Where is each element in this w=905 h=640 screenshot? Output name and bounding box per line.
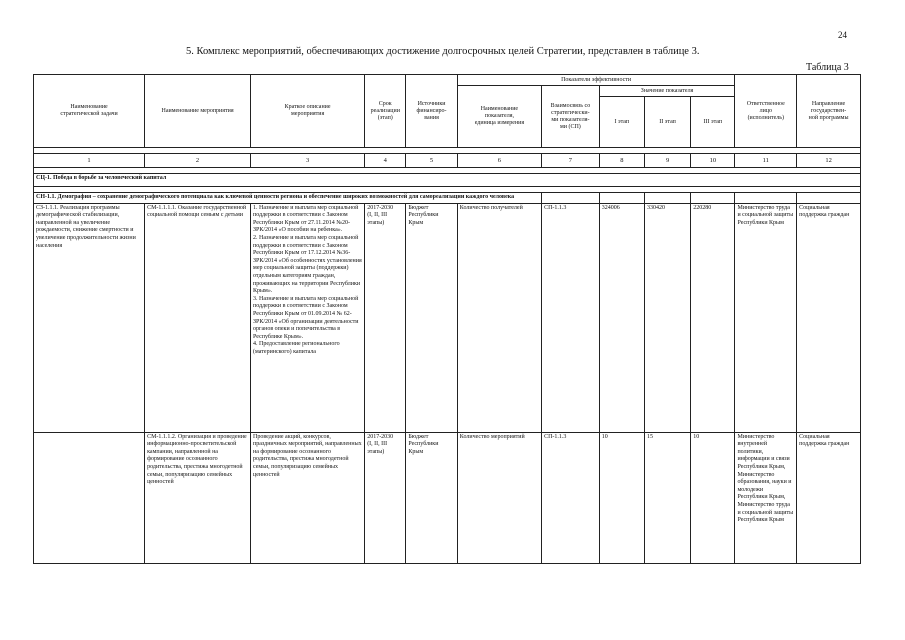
header-strategic-task: Наименование стратегической задачи [34, 75, 145, 148]
stage-1-value: 324006 [599, 203, 644, 432]
measure-cell: СМ-1.1.1.1. Оказание государственной социальной помощи семьям с детьми [145, 203, 251, 432]
header-values-group: Значение показателя [599, 86, 735, 97]
header-stage-2: II этап [644, 97, 690, 148]
strategic-task-cell: СЗ-1.1.1. Реализация программы демографической стабилизации, направленной на увеличение рождаемости, снижение смертности и увеличение продолжительности жизни населения [34, 203, 145, 432]
description-cell: Проведение акций, конкурсов, праздничных мероприятий, направленных на формирование осознанного родительства, престижа многодетной семьи, популяризацию семейных ценностей [251, 432, 365, 563]
stage-3-value: 10 [691, 432, 735, 563]
goal-row [34, 174, 861, 187]
goal-title: СЦ-1. Победа в борьбе за человеческий капитал [34, 174, 861, 187]
column-number-row [34, 154, 861, 168]
term-cell: 2017-2030 (I, II, III этапы) [365, 432, 406, 563]
column-number: 6 [457, 154, 541, 168]
header-relation: Взаимосвязь со стратегически- ми показателя- ми (СП) [542, 86, 600, 148]
stage-1-value: 10 [599, 432, 644, 563]
source-cell: Бюджет Республики Крым [406, 203, 457, 432]
column-number: 2 [145, 154, 251, 168]
stage-3-value: 220280 [691, 203, 735, 432]
responsible-cell: Министерство труда и социальной защиты Республики Крым [735, 203, 797, 432]
responsible-cell: Министерство внутренней политики, информации и связи Республики Крым, Министерство образования, науки и молодежи Республики Крым, Министерство труда и социальной защиты Республики Крым [735, 432, 797, 563]
stage-2-value: 15 [644, 432, 690, 563]
header-sources: Источники финансиро- вания [406, 75, 457, 148]
subgoal-title: СН-1.1. Демография – сохранение демографического потенциала как ключевой ценности региона и обеспечение широких возможностей для самореализации каждого человека [34, 193, 542, 204]
table-caption: Таблица 3 [806, 62, 849, 73]
column-number: 10 [691, 154, 735, 168]
header-indicator-name: Наименование показателя, единица измерения [457, 86, 541, 148]
term-cell: 2017-2030 (I, II, III этапы) [365, 203, 406, 432]
table-row [34, 203, 861, 432]
relation-cell: СП-1.1.3 [542, 432, 600, 563]
section-heading: 5. Комплекс мероприятий, обеспечивающих достижение долгосрочных целей Стратегии, представлен в таблице 3. [186, 46, 700, 57]
header-responsible: Ответственное лицо (исполнитель) [735, 75, 797, 148]
header-stage-3: III этап [691, 97, 735, 148]
page-number: 24 [838, 30, 847, 40]
relation-cell: СП-1.1.3 [542, 203, 600, 432]
measures-table [33, 74, 861, 564]
stage-2-value: 330420 [644, 203, 690, 432]
header-description: Краткое описание мероприятия [251, 75, 365, 148]
column-number: 8 [599, 154, 644, 168]
indicator-cell: Количество мероприятий [457, 432, 541, 563]
indicator-cell: Количество получателей [457, 203, 541, 432]
program-cell: Социальная поддержка граждан [797, 432, 861, 563]
source-cell: Бюджет Республики Крым [406, 432, 457, 563]
header-term: Срок реализации (этап) [365, 75, 406, 148]
description-cell: 1. Назначение и выплата мер социальной поддержки в соответствии с Законом Республики Крым от 27.11.2014 №20-ЗРК/2014 «О пособии на ребенка». 2. Назначение и выплата мер социальной поддержки в соответствии с Законом Республики Крым от 17.12.2014 №36-ЗРК/2014 «Об особенностях установления мер социальной защиты (поддержки) отдельным категориям граждан, проживающих на территории Республики Крым». 3. Назначение и выплата мер социальной поддержки в соответствии с Законом Республики Крым от 01.09.2014 № 62-ЗРК/2014 «Об организации деятельности органов опеки и попечительства в Республике Крым». 4. Предоставление регионального (материнского) капитала [251, 203, 365, 432]
column-number: 9 [644, 154, 690, 168]
header-stage-1: I этап [599, 97, 644, 148]
header-row-1 [34, 75, 861, 86]
column-number: 1 [34, 154, 145, 168]
subgoal-row [34, 193, 861, 204]
column-number: 4 [365, 154, 406, 168]
header-program: Направление государствен- ной программы [797, 75, 861, 148]
header-indicators-group: Показатели эффективности [457, 75, 735, 86]
header-measure: Наименование мероприятия [145, 75, 251, 148]
table-row [34, 432, 861, 563]
column-number: 12 [797, 154, 861, 168]
program-cell: Социальная поддержка граждан [797, 203, 861, 432]
strategic-task-cell [34, 432, 145, 563]
measure-cell: СМ-1.1.1.2. Организация и проведение информационно-просветительской кампании, направленной на формирование осознанного родительства, престижа многодетной семьи, популяризацию семейных ценностей [145, 432, 251, 563]
column-number: 11 [735, 154, 797, 168]
column-number: 5 [406, 154, 457, 168]
column-number: 7 [542, 154, 600, 168]
column-number: 3 [251, 154, 365, 168]
